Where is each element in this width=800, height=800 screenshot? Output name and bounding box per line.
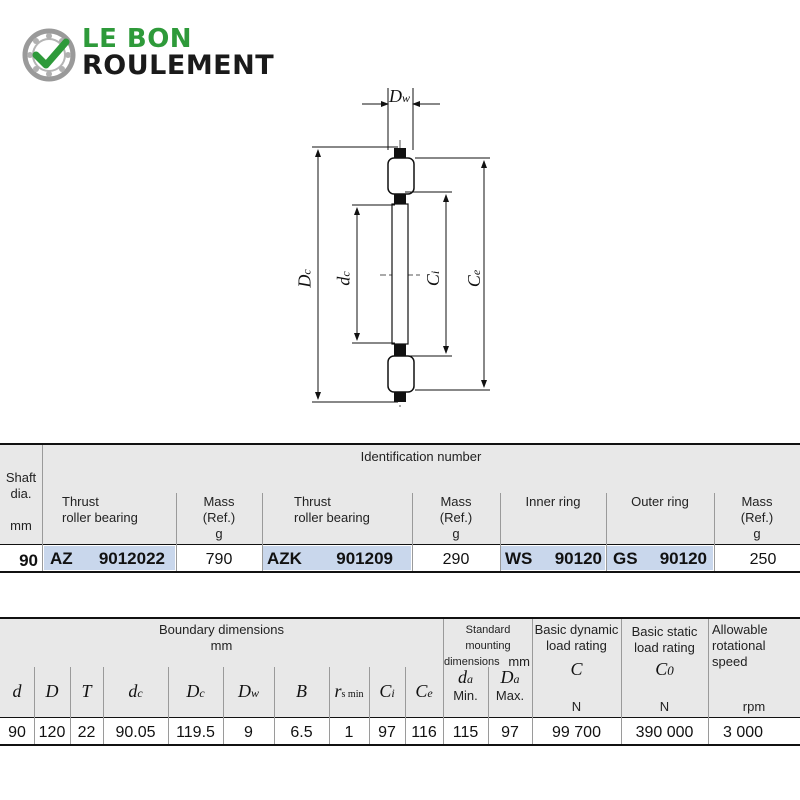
sym-Dw: Dw <box>237 681 259 701</box>
col-mass-3: Mass (Ref.) g <box>740 494 774 541</box>
val-Dw: 9 <box>244 724 253 741</box>
dc-inner-label: dc <box>333 271 354 286</box>
mass3-value: 250 <box>749 551 777 568</box>
val-r: 1 <box>344 724 354 741</box>
ci-label: Ci <box>423 270 444 287</box>
sym-da: da Min. <box>453 667 478 703</box>
sym-dc: dc <box>128 681 143 701</box>
mass2-value: 290 <box>442 551 470 568</box>
dw-label: Dw <box>389 86 411 106</box>
shaft-header: Shaft dia. mm <box>5 470 37 533</box>
sym-d: d <box>12 681 22 701</box>
val-da: 115 <box>452 724 479 741</box>
unit-N-dynamic: N <box>571 699 582 714</box>
val-B: 6.5 <box>290 724 313 741</box>
val-D: 120 <box>38 724 66 741</box>
shaft-value: 90 <box>19 551 38 570</box>
azk-code: AZK 901209 <box>263 546 411 570</box>
logo-line1: LE BON <box>82 24 193 54</box>
col-mass-2: Mass (Ref.) g <box>439 494 473 541</box>
val-C: 99 700 <box>552 724 601 741</box>
val-speed: 3 000 <box>722 724 764 741</box>
col-inner-ring: Inner ring <box>525 494 581 509</box>
sym-Dc: Dc <box>186 681 205 701</box>
logo-line2: ROULEMENT <box>82 50 275 81</box>
sym-D: D <box>45 681 59 701</box>
sym-C0: C0 <box>655 659 674 679</box>
ws-code: WS 90120 <box>501 546 605 570</box>
basic-dynamic-header: Basic dynamic load rating <box>534 622 619 653</box>
sym-Ce: Ce <box>415 681 433 701</box>
unit-rpm: rpm <box>742 699 766 714</box>
gs-code: GS 90120 <box>607 546 713 570</box>
val-C0: 390 000 <box>635 724 694 741</box>
az-code: AZ 9012022 <box>44 546 175 570</box>
sym-Ci: Ci <box>379 681 395 701</box>
sym-C: C <box>570 659 583 679</box>
identification-table <box>0 443 800 571</box>
val-Dc: 119.5 <box>176 724 215 741</box>
sym-B: B <box>296 681 307 701</box>
sym-r: rs min <box>334 681 364 701</box>
col-outer-ring: Outer ring <box>631 494 689 509</box>
unit-N-static: N <box>659 699 670 714</box>
col-thrust-bearing-1: Thrust roller bearing <box>62 494 138 525</box>
sym-Da: Da Max. <box>495 667 525 703</box>
boundary-header: Boundary dimensions mm <box>158 622 285 653</box>
allowable-speed-header: Allowable rotational speed <box>712 622 768 669</box>
basic-static-header: Basic static load rating <box>631 624 698 655</box>
col-mass-1: Mass (Ref.) g <box>202 494 236 541</box>
val-dc: 90.05 <box>115 724 156 741</box>
val-Ci: 97 <box>378 724 396 741</box>
dimensions-table <box>0 617 800 745</box>
col-thrust-bearing-2: Thrust roller bearing <box>294 494 370 525</box>
mass1-value: 790 <box>205 551 233 568</box>
val-d: 90 <box>8 724 26 741</box>
identification-header: Identification number <box>360 449 482 464</box>
sym-T: T <box>81 681 92 701</box>
val-Da: 97 <box>501 724 519 741</box>
ce-label: Ce <box>464 269 485 288</box>
val-T: 22 <box>77 724 96 741</box>
dc-outer-label: Dc <box>294 269 315 288</box>
standard-mounting-header: Standard mounting dimensions mm <box>444 624 530 669</box>
val-Ce: 116 <box>411 724 437 741</box>
